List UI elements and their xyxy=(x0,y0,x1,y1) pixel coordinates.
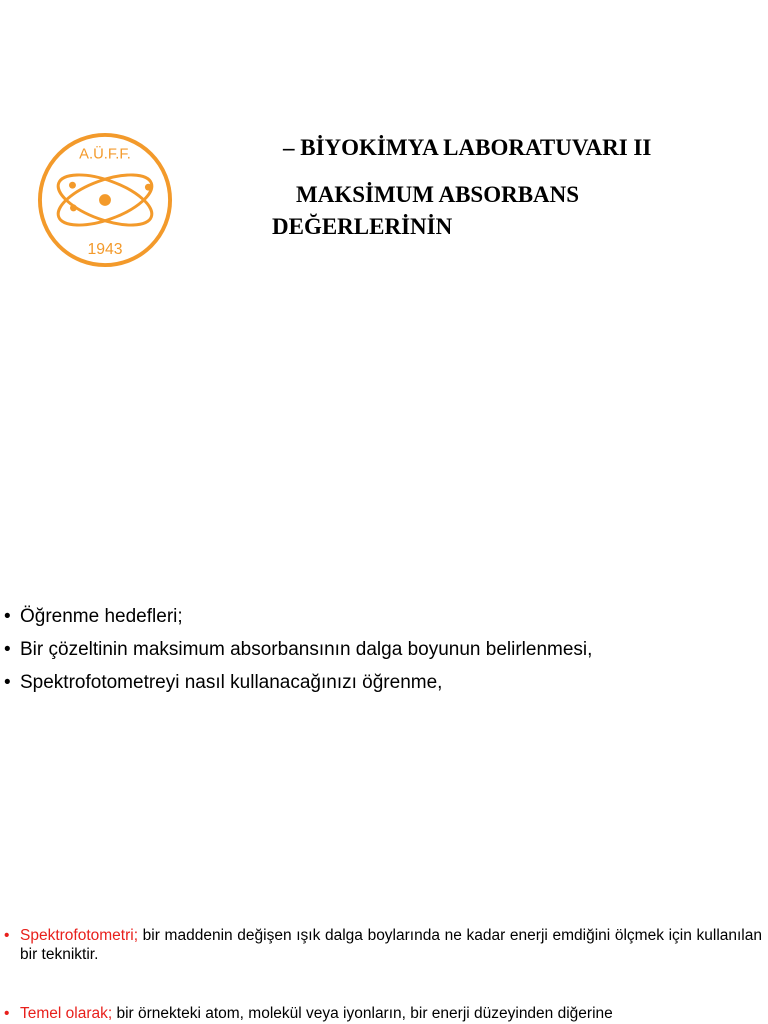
definition-temel-olarak xyxy=(4,1004,762,1023)
list-item xyxy=(4,600,592,633)
bullet: • xyxy=(4,671,11,693)
page-title: – BİYOKİMYA LABORATUVARI II xyxy=(283,135,652,160)
objectives-list xyxy=(4,600,592,699)
logo-electron xyxy=(145,184,152,191)
definition-body: bir maddenin değişen ışık dalga boylarında ne kadar enerji emdiğini ölçmek için kullanılan bir tekniktir. xyxy=(20,927,762,963)
objective-text: Spektrofotometreyi nasıl kullanacağınızı öğrenme, xyxy=(20,671,443,693)
subtitle-line-1: MAKSİMUM ABSORBANS xyxy=(296,182,580,207)
logo-top-text: A.Ü.F.F. xyxy=(79,146,131,163)
definition-text xyxy=(20,1004,762,1023)
objective-text: Bir çözeltinin maksimum absorbansının dalga boyunun belirlenmesi, xyxy=(20,638,593,660)
bullet: • xyxy=(4,1005,10,1022)
list-item xyxy=(4,666,592,699)
definition-text xyxy=(20,926,762,964)
subtitle-line-2: DEĞERLERİNİN xyxy=(272,214,453,239)
bullet: • xyxy=(4,605,11,627)
bullet: • xyxy=(4,927,10,944)
definition-term: Temel olarak; xyxy=(20,1005,113,1022)
list-item xyxy=(4,633,592,666)
definition-term: Spektrofotometri; xyxy=(20,927,139,944)
university-logo xyxy=(36,131,174,269)
objective-text: Öğrenme hedefleri; xyxy=(20,605,183,627)
definition-body: bir örnekteki atom, molekül veya iyonların, bir enerji düzeyinden diğerine xyxy=(112,1005,613,1022)
logo-electron xyxy=(70,204,77,211)
page-subtitle xyxy=(272,179,579,243)
logo-year: 1943 xyxy=(87,241,123,259)
definition-spektrofotometri xyxy=(4,926,762,964)
logo-nucleus xyxy=(99,194,111,206)
logo-electron xyxy=(69,182,76,189)
bullet: • xyxy=(4,638,11,660)
